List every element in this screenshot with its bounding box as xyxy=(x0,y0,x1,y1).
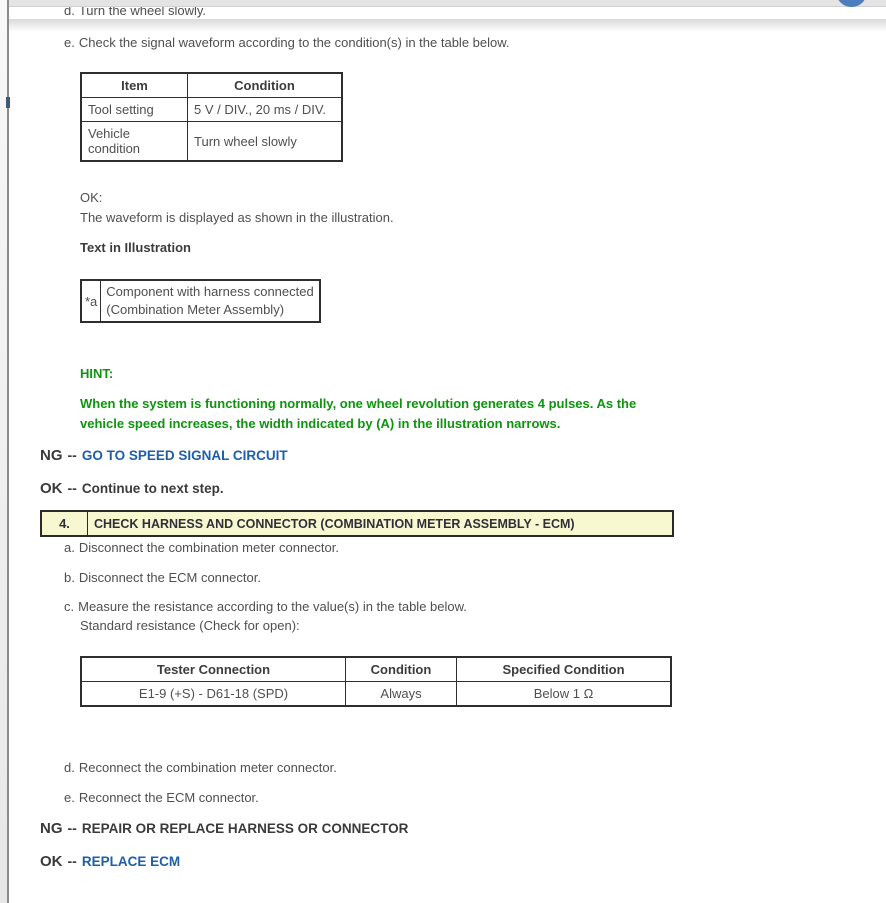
substep-d-pinned xyxy=(64,7,206,18)
substep-text: Reconnect the combination meter connector. xyxy=(78,760,337,775)
toolbar-shadow xyxy=(9,19,886,32)
substep-text: Reconnect the ECM connector. xyxy=(78,790,259,805)
step-4-header xyxy=(40,510,674,537)
description-cell xyxy=(101,280,320,322)
description-line: Component with harness connected xyxy=(106,284,314,299)
substep-letter: d. xyxy=(64,760,75,775)
table-cell: E1-9 (+S) - D61-18 (SPD) xyxy=(81,682,346,707)
ok-condition-text: The waveform is displayed as shown in the illustration. xyxy=(80,210,394,225)
ng-result-row xyxy=(40,820,408,837)
go-to-speed-signal-circuit-link[interactable]: GO TO SPEED SIGNAL CIRCUIT xyxy=(81,448,288,463)
replace-ecm-link[interactable]: REPLACE ECM xyxy=(81,854,181,869)
left-panel-edge xyxy=(0,0,7,903)
illustration-key-table xyxy=(80,279,321,323)
panel-divider[interactable] xyxy=(7,0,9,903)
ng-result-row xyxy=(40,447,288,464)
ok-label: OK xyxy=(40,480,63,497)
table-cell: Below 1 Ω xyxy=(457,682,672,707)
repair-harness-text: REPAIR OR REPLACE HARNESS OR CONNECTOR xyxy=(81,821,409,836)
table-cell: Turn wheel slowly xyxy=(188,122,343,162)
substep-letter: a. xyxy=(64,540,75,555)
table-row xyxy=(81,122,342,162)
substep-letter: d. xyxy=(64,7,75,18)
substep-e xyxy=(64,35,510,50)
result-separator: -- xyxy=(67,447,77,463)
substep-d xyxy=(64,760,337,775)
panel-divider-handle[interactable] xyxy=(6,97,10,108)
key-cell: *a xyxy=(81,280,101,322)
table-cell: Vehicle condition xyxy=(81,122,188,162)
column-header: Specified Condition xyxy=(457,657,672,682)
tool-condition-table xyxy=(80,72,343,162)
hint-label: HINT: xyxy=(80,366,114,381)
ok-condition-label: OK: xyxy=(80,190,103,205)
table-row xyxy=(81,682,671,707)
substep-text: Turn the wheel slowly. xyxy=(78,7,207,18)
ng-label: NG xyxy=(40,820,63,837)
table-cell: Always xyxy=(346,682,457,707)
step-title: CHECK HARNESS AND CONNECTOR (COMBINATION METER ASSEMBLY - ECM) xyxy=(94,516,575,531)
substep-text: Disconnect the combination meter connector. xyxy=(78,540,339,555)
table-header-row xyxy=(81,73,342,98)
substep-letter: e. xyxy=(64,790,75,805)
hint-text-line: vehicle speed increases, the width indicated by (A) in the illustration narrows. xyxy=(80,416,561,431)
substep-text: Disconnect the ECM connector. xyxy=(78,570,261,585)
table-cell: 5 V / DIV., 20 ms / DIV. xyxy=(188,98,343,122)
resistance-table xyxy=(80,656,672,707)
table-row xyxy=(81,280,320,322)
standard-resistance-text: Standard resistance (Check for open): xyxy=(80,618,300,633)
hint-text-line: When the system is functioning normally, one wheel revolution generates 4 pulses. As the xyxy=(80,396,637,411)
ok-result-row xyxy=(40,853,180,870)
step-number: 4. xyxy=(42,512,88,535)
ok-result-text: Continue to next step. xyxy=(81,481,224,496)
ok-label: OK xyxy=(40,853,63,870)
top-toolbar-edge xyxy=(9,0,886,7)
substep-text: Check the signal waveform according to the condition(s) in the table below. xyxy=(78,35,510,50)
substep-a xyxy=(64,540,339,555)
substep-c xyxy=(64,599,467,614)
substep-text: Measure the resistance according to the value(s) in the table below. xyxy=(78,599,467,614)
substep-b xyxy=(64,570,261,585)
substep-letter: b. xyxy=(64,570,75,585)
substep-letter: e. xyxy=(64,35,75,50)
column-header: Item xyxy=(81,73,188,98)
ok-result-row xyxy=(40,480,224,497)
result-separator: -- xyxy=(67,480,77,496)
description-line: (Combination Meter Assembly) xyxy=(106,302,285,317)
substep-e2 xyxy=(64,790,259,805)
column-header: Condition xyxy=(188,73,343,98)
column-header: Condition xyxy=(346,657,457,682)
result-separator: -- xyxy=(67,853,77,869)
pinned-substep-row xyxy=(9,7,886,19)
ng-label: NG xyxy=(40,447,63,464)
column-header: Tester Connection xyxy=(81,657,346,682)
substep-letter: c. xyxy=(64,599,75,614)
table-row xyxy=(81,98,342,122)
table-cell: Tool setting xyxy=(81,98,188,122)
text-in-illustration-heading: Text in Illustration xyxy=(80,240,191,255)
result-separator: -- xyxy=(67,820,77,836)
table-header-row xyxy=(81,657,671,682)
